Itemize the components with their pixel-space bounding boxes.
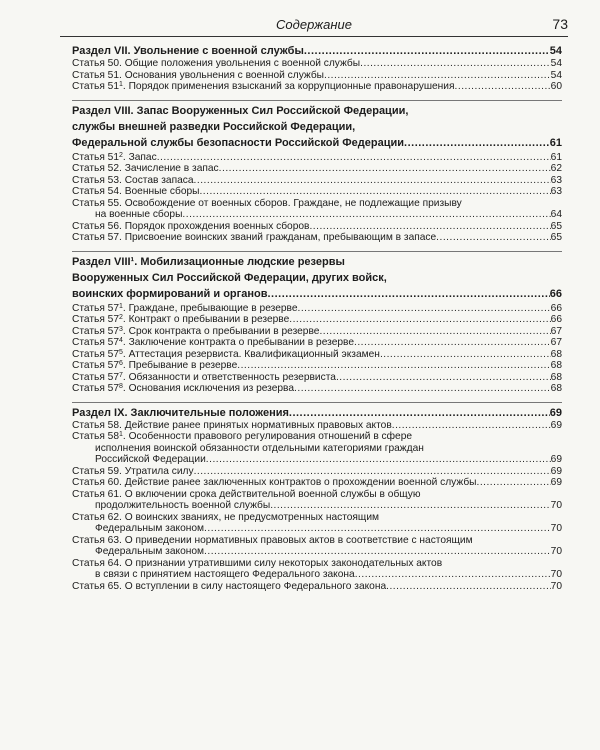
article-title bbox=[72, 360, 237, 372]
dot-leader bbox=[194, 175, 551, 187]
article-superscript: 2 bbox=[119, 151, 123, 159]
article-title-line: О включении срока действительной военной службы в общую bbox=[124, 488, 421, 500]
article-row bbox=[72, 209, 562, 221]
running-header bbox=[60, 14, 568, 37]
article-title bbox=[72, 186, 199, 198]
toc-section bbox=[72, 402, 562, 593]
article-title bbox=[72, 221, 309, 233]
article-title bbox=[72, 420, 392, 432]
toc-article bbox=[72, 58, 562, 70]
table-of-contents bbox=[72, 44, 562, 592]
article-row bbox=[72, 383, 562, 395]
article-number: Статья 51. bbox=[72, 69, 122, 81]
article-page-number: 66 bbox=[550, 302, 562, 314]
section-title-line: Раздел VIII¹. Мобилизационные людские резервы bbox=[72, 255, 345, 268]
toc-article bbox=[72, 581, 562, 593]
article-page-number: 68 bbox=[550, 348, 562, 360]
toc-article bbox=[72, 535, 562, 558]
dot-leader bbox=[194, 466, 551, 478]
article-title-text: Состав запаса bbox=[124, 174, 194, 186]
article-superscript: 2 bbox=[119, 314, 123, 321]
toc-article bbox=[72, 314, 562, 326]
article-title-text: . Обязанности и ответственность резервиста bbox=[122, 371, 336, 383]
article-title bbox=[72, 349, 380, 361]
dot-leader bbox=[436, 232, 550, 244]
article-title-text: Утратила силу bbox=[124, 465, 194, 477]
article-page-number: 65 bbox=[550, 220, 562, 232]
article-page-number: 68 bbox=[550, 371, 562, 383]
dot-leader bbox=[304, 44, 550, 58]
article-number: Статья 62. bbox=[72, 511, 122, 523]
running-title: Содержание bbox=[276, 17, 352, 32]
section-title-line: службы внешней разведки Российской Федерации, bbox=[72, 120, 356, 133]
toc-section bbox=[72, 251, 562, 395]
article-page-number: 66 bbox=[550, 314, 562, 325]
article-title-line: Федеральным законом bbox=[95, 546, 205, 557]
section-title: Федеральной службы безопасности Российской Федерации bbox=[72, 136, 405, 149]
toc-article bbox=[72, 349, 562, 361]
article-title-text: Зачисление в запас bbox=[124, 163, 219, 174]
article-title-text: . Основания исключения из резерва bbox=[122, 383, 295, 394]
article-title bbox=[72, 152, 157, 164]
article-page-number: 70 bbox=[550, 523, 562, 534]
toc-article bbox=[72, 383, 562, 395]
article-superscript: 1 bbox=[119, 302, 123, 310]
article-title bbox=[72, 232, 436, 244]
article-title-text: . Граждане, пребывающие в резерве bbox=[122, 302, 298, 314]
dot-leader bbox=[289, 314, 550, 326]
article-number: Статья 61. bbox=[72, 488, 122, 500]
dot-leader bbox=[270, 500, 550, 512]
section-title: Раздел IX. Заключительные положения bbox=[72, 406, 289, 419]
article-number: Статья $58^1$ bbox=[72, 431, 123, 442]
article-title-text: . Контракт о пребывании в резерве bbox=[122, 314, 290, 325]
dot-leader bbox=[455, 81, 551, 93]
section-title-row bbox=[72, 406, 562, 420]
article-first-line bbox=[72, 489, 562, 501]
toc-article bbox=[72, 360, 562, 372]
article-title-text: . Срок контракта о пребывании в резерве bbox=[122, 325, 320, 337]
toc-article bbox=[72, 489, 562, 512]
article-title-line: на военные сборы bbox=[95, 209, 183, 220]
dot-leader bbox=[206, 454, 551, 466]
article-page-number: 67 bbox=[550, 325, 562, 337]
article-page-number: 60 bbox=[550, 81, 562, 92]
dot-leader bbox=[237, 360, 550, 372]
article-row bbox=[72, 360, 562, 372]
article-title bbox=[72, 477, 476, 489]
article-page-number: 63 bbox=[550, 174, 562, 186]
article-number: Статья $57^2$ bbox=[72, 314, 123, 325]
section-title-row bbox=[72, 287, 562, 301]
toc-article bbox=[72, 420, 562, 432]
dot-leader bbox=[476, 477, 550, 489]
article-row bbox=[72, 303, 562, 315]
toc-article bbox=[72, 431, 562, 466]
article-row bbox=[72, 523, 562, 535]
toc-article bbox=[72, 477, 562, 489]
article-page-number: 70 bbox=[550, 580, 562, 592]
article-title-line: О приведении нормативных правовых актов в соответствие с настоящим bbox=[124, 534, 473, 546]
article-page-number: 68 bbox=[550, 383, 562, 394]
article-title-line: исполнения воинской обязанности отдельными категориями граждан bbox=[95, 442, 424, 454]
article-superscript: 4 bbox=[119, 337, 123, 344]
toc-article bbox=[72, 81, 562, 93]
dot-leader bbox=[298, 303, 551, 315]
section-title-row bbox=[72, 44, 562, 58]
dot-leader bbox=[294, 383, 551, 395]
article-title-text: . Аттестация резервиста. Квалификационный экзамен bbox=[122, 348, 380, 360]
dot-leader bbox=[386, 581, 551, 593]
article-title-text: О вступлении в силу настоящего Федерального закона bbox=[124, 580, 387, 592]
section-page-number: 54 bbox=[549, 45, 562, 57]
article-number: Статья 56. bbox=[72, 220, 122, 232]
toc-article bbox=[72, 152, 562, 164]
toc-article bbox=[72, 372, 562, 384]
article-page-number: 70 bbox=[550, 500, 562, 511]
article-first-line bbox=[72, 431, 562, 443]
article-row bbox=[72, 186, 562, 198]
toc-section bbox=[72, 44, 562, 93]
section-title-line: Раздел VIII. Запас Вооруженных Сил Российской Федерации, bbox=[72, 104, 409, 117]
article-page-number: 67 bbox=[550, 337, 562, 348]
article-page-number: 69 bbox=[550, 465, 562, 477]
article-row bbox=[72, 420, 562, 432]
article-title-line: в связи с принятием настоящего Федерального закона bbox=[95, 569, 355, 580]
article-title-line: Освобождение от военных сборов. Граждане, не подлежащие призыву bbox=[124, 197, 462, 209]
toc-article bbox=[72, 221, 562, 233]
article-row bbox=[72, 70, 562, 82]
article-first-line bbox=[72, 198, 562, 210]
toc-article bbox=[72, 303, 562, 315]
toc-article bbox=[72, 70, 562, 82]
article-title bbox=[72, 58, 360, 70]
article-title bbox=[72, 326, 319, 338]
article-number: Статья $57^4$ bbox=[72, 337, 123, 348]
article-title bbox=[72, 163, 219, 175]
toc-article bbox=[72, 175, 562, 187]
article-title bbox=[72, 70, 324, 82]
article-title bbox=[72, 581, 386, 593]
article-first-line bbox=[72, 535, 562, 547]
dot-leader bbox=[199, 186, 550, 198]
toc-article bbox=[72, 186, 562, 198]
toc-article bbox=[72, 326, 562, 338]
article-row bbox=[72, 477, 562, 489]
section-page-number: 61 bbox=[549, 136, 562, 149]
article-title-line: Российской Федерации bbox=[95, 454, 206, 465]
dot-leader bbox=[355, 569, 551, 581]
article-title-text: . Пребывание в резерве bbox=[122, 360, 238, 371]
article-first-line bbox=[72, 558, 562, 570]
article-row bbox=[72, 454, 562, 466]
toc-article bbox=[72, 512, 562, 535]
article-row bbox=[72, 500, 562, 512]
article-superscript: 5 bbox=[119, 348, 123, 356]
article-superscript: 8 bbox=[119, 383, 123, 390]
article-number: Статья $51^1$ bbox=[72, 81, 123, 92]
article-row bbox=[72, 372, 562, 384]
article-title-text: Военные сборы bbox=[124, 186, 200, 197]
article-title-text: Общие положения увольнения с военной службы bbox=[124, 58, 361, 69]
dot-leader bbox=[360, 58, 551, 70]
toc-article bbox=[72, 198, 562, 221]
article-page-number: 54 bbox=[550, 69, 562, 81]
article-row bbox=[72, 221, 562, 233]
article-number: Статья 63. bbox=[72, 534, 122, 546]
toc-article bbox=[72, 232, 562, 244]
article-number: Статья $57^7$ bbox=[72, 371, 123, 383]
article-title-line: Федеральным законом bbox=[95, 523, 205, 534]
section-title: воинских формирований и органов bbox=[72, 287, 268, 300]
section-page-number: 69 bbox=[549, 406, 562, 419]
dot-leader bbox=[309, 221, 550, 233]
article-row bbox=[72, 326, 562, 338]
article-row bbox=[72, 349, 562, 361]
article-page-number: 69 bbox=[550, 477, 562, 488]
article-row bbox=[72, 581, 562, 593]
dot-leader bbox=[319, 326, 550, 338]
dot-leader bbox=[204, 523, 551, 535]
article-number: Статья $57^6$ bbox=[72, 360, 123, 371]
article-row bbox=[72, 175, 562, 187]
article-row bbox=[72, 58, 562, 70]
article-superscript: 1 bbox=[119, 431, 123, 438]
article-title-text: Присвоение воинских званий гражданам, пребывающим в запасе bbox=[124, 232, 437, 243]
article-title bbox=[72, 383, 294, 395]
article-number: Статья 65. bbox=[72, 580, 122, 592]
dot-leader bbox=[336, 372, 551, 384]
dot-leader bbox=[267, 287, 549, 301]
article-number: Статья 53. bbox=[72, 174, 122, 186]
article-number: Статья 50. bbox=[72, 58, 122, 69]
article-title-line: О признании утратившими силу некоторых законодательных актов bbox=[124, 557, 443, 569]
article-number: Статья 60. bbox=[72, 477, 122, 488]
article-title bbox=[72, 303, 298, 315]
article-title-text: Действие ранее заключенных контрактов о прохождении военной службы bbox=[124, 477, 477, 488]
article-title-line: продолжительность военной службы bbox=[95, 500, 271, 511]
article-page-number: 61 bbox=[550, 151, 562, 163]
dot-leader bbox=[392, 420, 551, 432]
article-title bbox=[72, 337, 354, 349]
article-row bbox=[72, 152, 562, 164]
article-title-line: . Особенности правового регулирования отношений в сфере bbox=[122, 431, 413, 442]
dot-leader bbox=[204, 546, 551, 558]
article-row bbox=[72, 81, 562, 93]
article-title-text: . Запас bbox=[122, 151, 157, 163]
article-number: Статья 58. bbox=[72, 419, 122, 431]
article-page-number: 69 bbox=[550, 419, 562, 431]
article-page-number: 70 bbox=[550, 546, 562, 557]
article-title-text: Порядок прохождения военных сборов bbox=[124, 220, 310, 232]
article-number: Статья 52. bbox=[72, 163, 122, 174]
article-title bbox=[72, 81, 455, 93]
article-superscript: 6 bbox=[119, 360, 123, 367]
article-superscript: 3 bbox=[119, 325, 123, 333]
article-number: Статья $57^5$ bbox=[72, 348, 123, 360]
section-title-row bbox=[72, 136, 562, 150]
article-title-text: . Порядок применения взысканий за коррупционные правонарушения bbox=[122, 81, 455, 92]
article-title bbox=[72, 372, 336, 384]
article-title bbox=[72, 314, 289, 326]
article-title bbox=[72, 175, 194, 187]
article-title-text: Действие ранее принятых нормативных правовых актов bbox=[124, 419, 392, 431]
dot-leader bbox=[324, 70, 551, 82]
page-number: 73 bbox=[552, 16, 568, 32]
article-number: Статья 57. bbox=[72, 232, 122, 243]
article-number: Статья 54. bbox=[72, 186, 122, 197]
dot-leader bbox=[289, 406, 550, 420]
article-number: Статья $51^2$ bbox=[72, 151, 123, 163]
article-page-number: 69 bbox=[550, 454, 562, 465]
article-number: Статья $57^3$ bbox=[72, 325, 123, 337]
article-page-number: 68 bbox=[550, 360, 562, 371]
section-title-line: Вооруженных Сил Российской Федерации, других войск, bbox=[72, 271, 387, 284]
article-number: Статья $57^8$ bbox=[72, 383, 123, 394]
dot-leader bbox=[182, 209, 550, 221]
article-title-text: . Заключение контракта о пребывании в резерве bbox=[122, 337, 354, 348]
article-number: Статья 55. bbox=[72, 197, 122, 209]
article-superscript: 7 bbox=[119, 371, 123, 379]
article-number: Статья 64. bbox=[72, 557, 122, 569]
article-page-number: 64 bbox=[550, 209, 562, 220]
article-row bbox=[72, 163, 562, 175]
dot-leader bbox=[380, 349, 551, 361]
article-row bbox=[72, 314, 562, 326]
article-number: Статья $57^1$ bbox=[72, 302, 123, 314]
article-page-number: 70 bbox=[550, 569, 562, 580]
article-title-text: Основания увольнения с военной службы bbox=[124, 69, 324, 81]
article-row bbox=[72, 232, 562, 244]
article-row bbox=[72, 569, 562, 581]
article-superscript: 1 bbox=[119, 81, 123, 88]
dot-leader bbox=[404, 136, 550, 150]
article-number: Статья 59. bbox=[72, 465, 122, 477]
toc-section bbox=[72, 100, 562, 244]
article-row bbox=[72, 337, 562, 349]
toc-article bbox=[72, 337, 562, 349]
toc-article bbox=[72, 163, 562, 175]
article-page-number: 65 bbox=[550, 232, 562, 243]
article-title bbox=[72, 466, 194, 478]
article-page-number: 62 bbox=[550, 163, 562, 174]
article-row bbox=[72, 546, 562, 558]
article-page-number: 54 bbox=[550, 58, 562, 69]
dot-leader bbox=[157, 152, 551, 164]
article-row bbox=[72, 466, 562, 478]
dot-leader bbox=[219, 163, 551, 175]
toc-article bbox=[72, 558, 562, 581]
toc-article bbox=[72, 466, 562, 478]
article-title-line: О воинских званиях, не предусмотренных настоящим bbox=[124, 511, 380, 523]
dot-leader bbox=[354, 337, 551, 349]
section-title: Раздел VII. Увольнение с военной службы bbox=[72, 45, 304, 57]
article-page-number: 63 bbox=[550, 186, 562, 197]
article-first-line bbox=[72, 512, 562, 524]
section-page-number: 66 bbox=[549, 287, 562, 300]
